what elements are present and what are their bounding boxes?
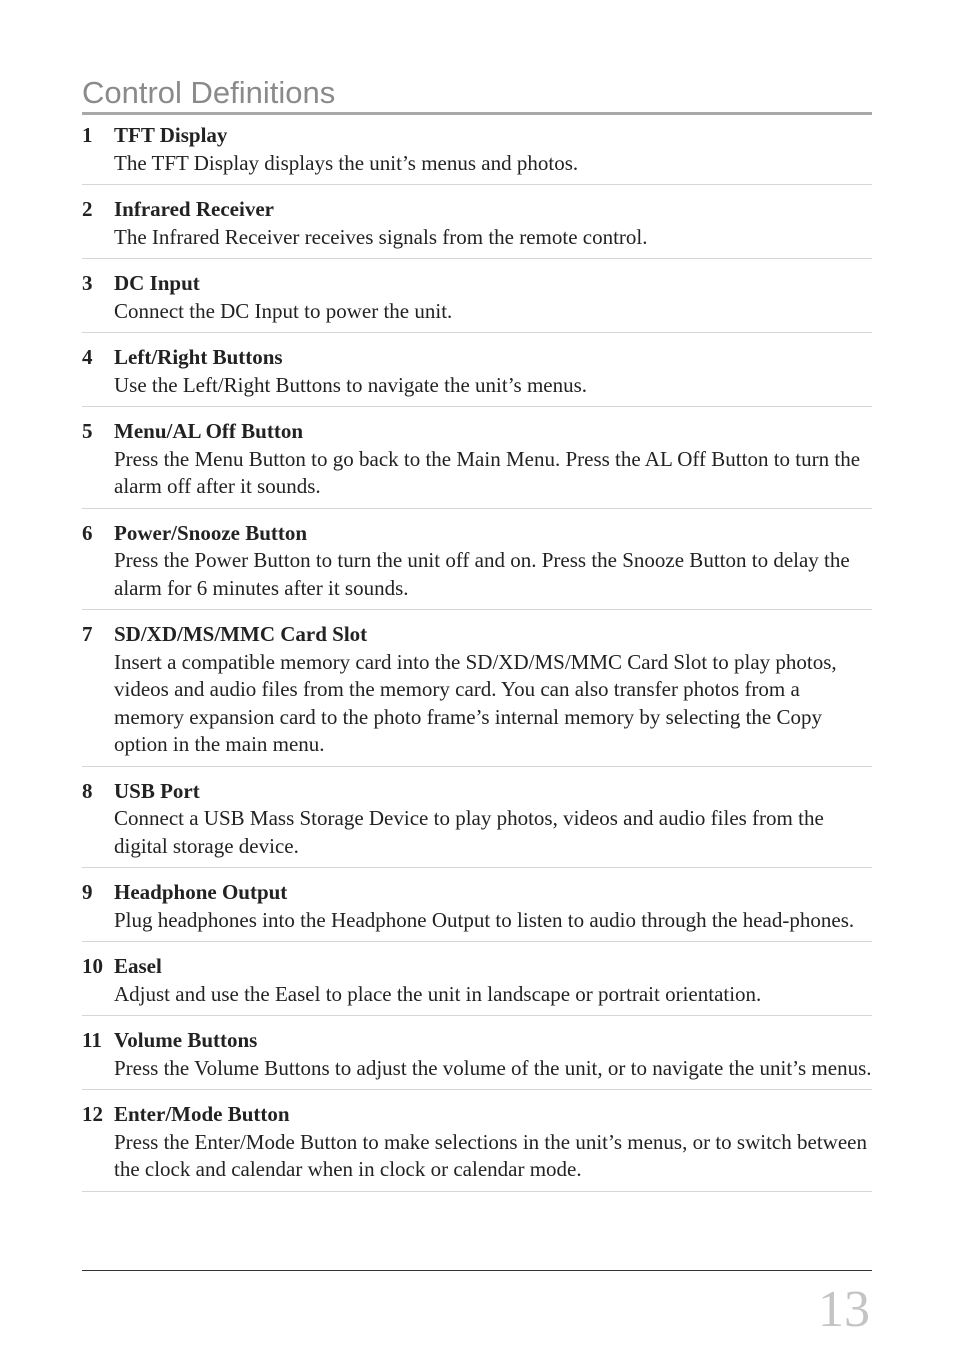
item-number: 10 — [82, 954, 103, 978]
item-number: 1 — [82, 123, 93, 147]
item-description: Plug headphones into the Headphone Output to listen to audio through the head-phones. — [114, 907, 855, 932]
item-body — [114, 621, 872, 759]
definition-item-tft-display — [82, 122, 872, 185]
item-description: Press the Power Button to turn the unit off and on. Press the Snooze Button to delay the alarm for 6 minutes after it sounds. — [114, 548, 850, 600]
item-description: Press the Volume Buttons to adjust the volume of the unit, or to navigate the unit’s menus. — [114, 1055, 872, 1080]
item-heading: Easel — [114, 954, 162, 978]
definition-item-usb-port — [82, 778, 872, 869]
item-body — [114, 122, 872, 177]
item-heading: Volume Buttons — [114, 1028, 258, 1052]
definition-item-dc-input — [82, 270, 872, 333]
definition-item-power-snooze-button — [82, 520, 872, 611]
definition-item-infrared-receiver — [82, 196, 872, 259]
item-number: 6 — [82, 520, 93, 545]
definition-item-enter-mode-button — [82, 1101, 872, 1192]
item-body — [114, 418, 872, 501]
item-body — [114, 879, 872, 934]
item-heading: Enter/Mode Button — [114, 1102, 290, 1126]
item-description: Adjust and use the Easel to place the unit in landscape or portrait orientation. — [114, 981, 762, 1006]
item-number: 3 — [82, 271, 93, 295]
item-description: Insert a compatible memory card into the SD/XD/MS/MMC Card Slot to play photos, videos and audio files from the memory card. You can also transfer photos from a memory expansion card to the photo frame’s internal memory by selecting the Copy option in the main menu. — [114, 649, 837, 756]
item-number: 8 — [82, 778, 93, 803]
item-description: Press the Menu Button to go back to the Main Menu. Press the AL Off Button to turn the alarm off after it sounds. — [114, 446, 861, 498]
definition-item-easel — [82, 953, 872, 1016]
item-description: Use the Left/Right Buttons to navigate the unit’s menus. — [114, 372, 588, 397]
item-body — [114, 196, 872, 251]
item-number: 5 — [82, 419, 93, 443]
item-heading: Power/Snooze Button — [114, 520, 308, 545]
definition-item-left-right-buttons — [82, 344, 872, 407]
item-body — [114, 1027, 872, 1082]
item-body — [114, 520, 872, 603]
item-heading: DC Input — [114, 271, 200, 295]
item-description: Connect the DC Input to power the unit. — [114, 298, 453, 323]
item-number: 9 — [82, 880, 93, 904]
item-description: Connect a USB Mass Storage Device to play photos, videos and audio files from the digital storage device. — [114, 806, 824, 858]
definition-item-menu-al-off-button — [82, 418, 872, 509]
item-body — [114, 778, 872, 861]
item-heading: Left/Right Buttons — [114, 345, 283, 369]
item-body — [114, 1101, 872, 1184]
item-number: 12 — [82, 1102, 103, 1126]
item-number: 4 — [82, 345, 93, 369]
item-heading: TFT Display — [114, 123, 228, 147]
item-number: 7 — [82, 622, 93, 646]
item-body — [114, 344, 872, 399]
footer-divider — [82, 1270, 872, 1271]
item-body — [114, 270, 872, 325]
item-description: The Infrared Receiver receives signals from the remote control. — [114, 224, 648, 249]
item-body — [114, 953, 872, 1008]
control-definitions-list — [82, 122, 872, 1203]
definition-item-volume-buttons — [82, 1027, 872, 1090]
item-heading: USB Port — [114, 778, 200, 803]
item-heading: SD/XD/MS/MMC Card Slot — [114, 622, 368, 646]
item-number: 11 — [82, 1028, 102, 1052]
item-heading: Headphone Output — [114, 880, 288, 904]
item-description: Press the Enter/Mode Button to make selections in the unit’s menus, or to switch between the clock and calendar when in clock or calendar mode. — [114, 1129, 867, 1181]
page-number: 13 — [818, 1281, 870, 1338]
item-number: 2 — [82, 197, 93, 221]
item-heading: Menu/AL Off Button — [114, 419, 304, 443]
definition-item-card-slot — [82, 621, 872, 767]
item-description: The TFT Display displays the unit’s menus and photos. — [114, 150, 579, 175]
item-heading: Infrared Receiver — [114, 197, 274, 221]
definition-item-headphone-output — [82, 879, 872, 942]
page-title: Control Definitions — [82, 74, 872, 115]
